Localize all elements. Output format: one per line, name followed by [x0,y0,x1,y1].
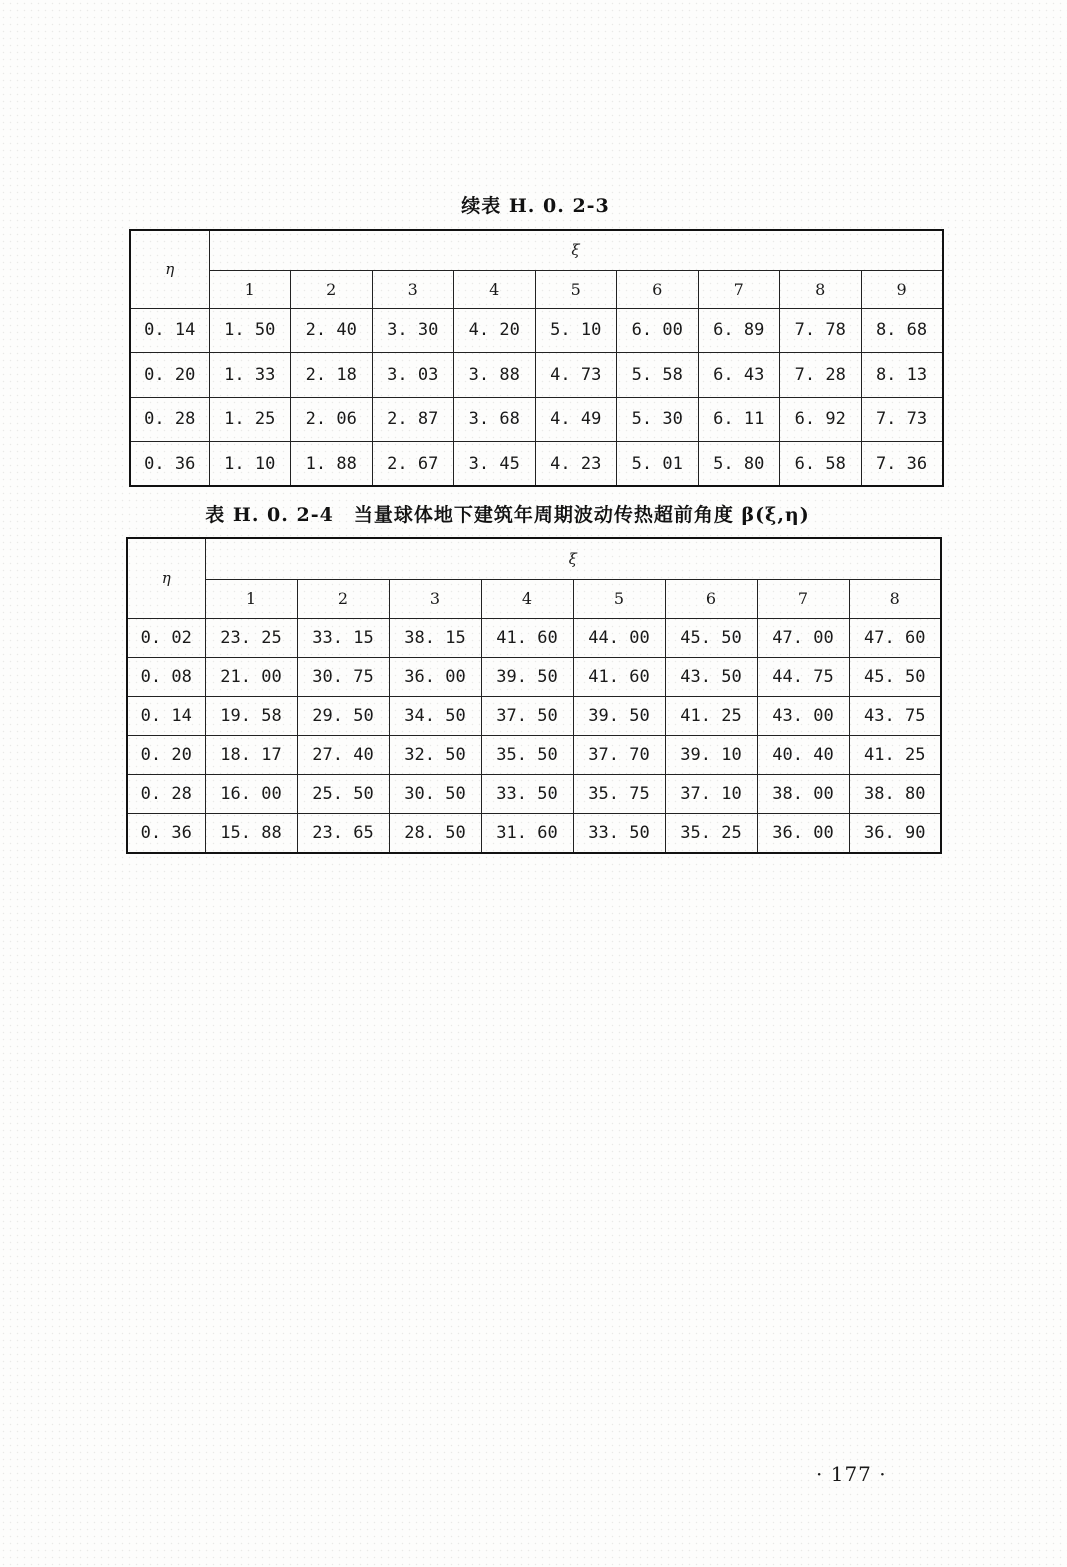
row-header-eta: η [130,230,209,308]
table-cell: 29. 50 [297,696,389,735]
column-header: 5 [535,270,617,308]
table-cell: 18. 17 [205,736,297,775]
table-cell: 23. 65 [297,814,389,853]
column-group-header-xi: ξ [205,538,941,579]
table-cell: 2. 06 [291,397,373,442]
table-row [130,442,943,487]
table-cell: 30. 75 [297,657,389,696]
table-cell: 41. 25 [849,736,941,775]
table-cell: 35. 75 [573,775,665,814]
table-cell: 45. 50 [849,657,941,696]
table-cell: 7. 73 [861,397,943,442]
table-cell: 5. 01 [617,442,699,487]
row-label: 0. 36 [130,442,209,487]
table-cell: 39. 50 [481,657,573,696]
table-cell: 36. 00 [757,814,849,853]
table-cell: 27. 40 [297,736,389,775]
table-cell: 31. 60 [481,814,573,853]
table-cell: 28. 50 [389,814,481,853]
column-group-header-xi: ξ [209,230,943,270]
row-label: 0. 28 [127,775,205,814]
table-cell: 1. 50 [209,308,291,353]
table-cell: 23. 25 [205,618,297,657]
table-cell: 3. 68 [454,397,536,442]
table-row [127,736,941,775]
table-cell: 4. 20 [454,308,536,353]
table-cell: 7. 28 [780,353,862,398]
table-cell: 33. 50 [481,775,573,814]
table-cell: 1. 33 [209,353,291,398]
table-cell: 7. 78 [780,308,862,353]
table-cell: 6. 43 [698,353,780,398]
table-cell: 30. 50 [389,775,481,814]
column-header: 3 [372,270,454,308]
table-cell: 4. 23 [535,442,617,487]
table-cell: 8. 68 [861,308,943,353]
table-cell: 44. 75 [757,657,849,696]
table-row [127,696,941,735]
column-header: 4 [481,579,573,618]
column-header: 1 [209,270,291,308]
table-cell: 37. 10 [665,775,757,814]
table-cell: 40. 40 [757,736,849,775]
table-cell: 34. 50 [389,696,481,735]
table-caption-h023: 续表 H. 0. 2-3 [461,195,610,217]
table-cell: 19. 58 [205,696,297,735]
table-cell: 8. 13 [861,353,943,398]
row-label: 0. 08 [127,657,205,696]
row-label: 0. 14 [130,308,209,353]
table-cell: 3. 45 [454,442,536,487]
table-row [130,397,943,442]
table-cell: 32. 50 [389,736,481,775]
table-cell: 43. 00 [757,696,849,735]
table-cell: 41. 60 [573,657,665,696]
table-caption-h024: 表 H. 0. 2-4 当量球体地下建筑年周期波动传热超前角度 β(ξ,η) [205,504,810,526]
column-header: 1 [205,579,297,618]
table-row [127,814,941,853]
table-cell: 38. 15 [389,618,481,657]
table-cell: 36. 00 [389,657,481,696]
table-row [127,618,941,657]
table-cell: 16. 00 [205,775,297,814]
row-label: 0. 14 [127,696,205,735]
table-row [130,308,943,353]
table-cell: 2. 18 [291,353,373,398]
table-cell: 2. 67 [372,442,454,487]
table-cell: 2. 87 [372,397,454,442]
table-cell: 5. 58 [617,353,699,398]
column-header: 7 [698,270,780,308]
column-header: 2 [291,270,373,308]
table-cell: 35. 25 [665,814,757,853]
column-header-row [130,270,943,308]
column-header: 6 [665,579,757,618]
page-number: · 177 · [816,1462,887,1486]
table-cell: 44. 00 [573,618,665,657]
table-cell: 6. 92 [780,397,862,442]
column-header: 9 [861,270,943,308]
row-label: 0. 02 [127,618,205,657]
column-header: 7 [757,579,849,618]
table-cell: 3. 30 [372,308,454,353]
table-cell: 5. 10 [535,308,617,353]
table-cell: 5. 80 [698,442,780,487]
table-cell: 4. 49 [535,397,617,442]
table-cell: 7. 36 [861,442,943,487]
table-cell: 25. 50 [297,775,389,814]
table-cell: 4. 73 [535,353,617,398]
table-cell: 6. 00 [617,308,699,353]
table-cell: 41. 60 [481,618,573,657]
table-cell: 2. 40 [291,308,373,353]
column-header: 8 [849,579,941,618]
table-cell: 38. 00 [757,775,849,814]
table-row [130,353,943,398]
table-cell: 39. 10 [665,736,757,775]
table-cell: 36. 90 [849,814,941,853]
table-h024 [126,537,942,854]
row-label: 0. 28 [130,397,209,442]
table-cell: 3. 88 [454,353,536,398]
table-cell: 47. 60 [849,618,941,657]
row-header-eta: η [127,538,205,618]
table-cell: 15. 88 [205,814,297,853]
table-h023 [129,229,944,487]
table-cell: 33. 50 [573,814,665,853]
table-cell: 1. 25 [209,397,291,442]
column-header: 4 [454,270,536,308]
column-header: 5 [573,579,665,618]
table-cell: 6. 89 [698,308,780,353]
table-cell: 38. 80 [849,775,941,814]
table-cell: 37. 50 [481,696,573,735]
table-cell: 6. 58 [780,442,862,487]
table-cell: 47. 00 [757,618,849,657]
column-header: 3 [389,579,481,618]
table-cell: 1. 10 [209,442,291,487]
table-cell: 43. 50 [665,657,757,696]
table-cell: 3. 03 [372,353,454,398]
row-label: 0. 20 [127,736,205,775]
table-cell: 41. 25 [665,696,757,735]
table-cell: 6. 11 [698,397,780,442]
table-cell: 39. 50 [573,696,665,735]
table-cell: 21. 00 [205,657,297,696]
table-row [127,657,941,696]
column-header: 2 [297,579,389,618]
table-cell: 33. 15 [297,618,389,657]
table-cell: 43. 75 [849,696,941,735]
column-header: 6 [617,270,699,308]
table-row [127,775,941,814]
table-cell: 45. 50 [665,618,757,657]
table-cell: 35. 50 [481,736,573,775]
row-label: 0. 20 [130,353,209,398]
table-cell: 1. 88 [291,442,373,487]
table-cell: 5. 30 [617,397,699,442]
column-header-row [127,579,941,618]
row-label: 0. 36 [127,814,205,853]
table-cell: 37. 70 [573,736,665,775]
column-header: 8 [780,270,862,308]
